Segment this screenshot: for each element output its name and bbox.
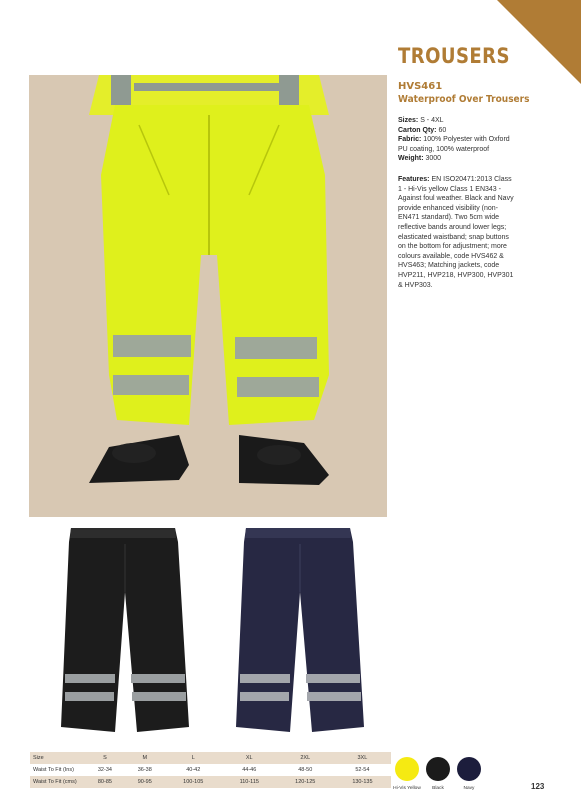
page-number: 123 xyxy=(531,782,545,791)
sizes-label: Sizes: xyxy=(398,117,419,124)
table-cell: 110-115 xyxy=(239,779,259,785)
table-cell: 130-135 xyxy=(352,779,373,785)
features-text: EN ISO20471:2013 Class 1 - Hi-Vis yellow Class 1 EN343 - Against foul weather. Black and Navy provide enhanced visibility (non-EN471 standard). Two 5cm wide reflective bands around lower legs; elasticated waistband; snap buttons on the bottom for adjustment; more colours available, code HVS462 & HVS463; Matching jackets, code HVP211, HVP218, HVP300, HVP301 & HVP303. xyxy=(398,175,514,289)
fabric-label: Fabric: xyxy=(398,136,422,144)
product-info xyxy=(398,80,530,290)
table-cell: 40-42 xyxy=(186,767,201,773)
row-label: Waist To Fit (cms) xyxy=(33,779,77,785)
swatch-label-hi-vis-yellow: Hi-Vis Yellow xyxy=(393,786,421,791)
size-header-label: Size xyxy=(33,755,44,761)
table-cell: 32-34 xyxy=(97,767,112,773)
swatch-hi-vis-yellow xyxy=(395,757,419,781)
size-header-m: M xyxy=(142,755,148,761)
fabric-value: 100% Polyester with Oxford PU coating, 100% waterproof xyxy=(398,136,510,153)
sizes-value: S - 4XL xyxy=(420,117,444,124)
size-header-xl: XL xyxy=(245,755,253,761)
swatch-label-black: Black xyxy=(432,786,444,791)
swatch-navy xyxy=(457,757,481,781)
carton-value: 60 xyxy=(438,126,447,134)
product-name: Waterproof Over Trousers xyxy=(398,94,530,105)
row-label: Waist To Fit (Ins) xyxy=(33,767,74,773)
size-table-header xyxy=(30,752,391,764)
size-header-l: L xyxy=(191,755,195,761)
table-row xyxy=(30,776,391,788)
hero-product-photo xyxy=(29,75,387,517)
table-cell: 90-95 xyxy=(137,779,152,785)
table-cell: 100-105 xyxy=(183,779,204,785)
size-header-2xl: 2XL xyxy=(300,755,311,761)
table-cell: 120-125 xyxy=(295,779,316,785)
section-title: TROUSERS xyxy=(398,44,510,68)
size-table xyxy=(30,752,391,788)
table-cell: 48-50 xyxy=(298,767,313,773)
table-row xyxy=(30,764,391,776)
product-specs xyxy=(398,116,516,164)
product-code: HVS461 xyxy=(398,81,443,92)
size-header-3xl: 3XL xyxy=(357,755,368,761)
swatch-label-navy: Navy xyxy=(463,786,475,791)
corner-triangle xyxy=(497,0,581,84)
table-cell: 44-46 xyxy=(242,767,257,773)
weight-value: 3000 xyxy=(425,155,442,163)
swatch-black xyxy=(426,757,450,781)
table-cell: 36-38 xyxy=(137,767,152,773)
carton-label: Carton Qty: xyxy=(398,126,437,134)
size-header-s: S xyxy=(103,755,107,761)
features-label: Features: xyxy=(398,175,430,183)
table-cell: 52-54 xyxy=(355,767,370,773)
black-trousers-photo xyxy=(53,522,196,737)
weight-label: Weight: xyxy=(398,155,424,163)
table-cell: 80-85 xyxy=(97,779,112,785)
product-features xyxy=(398,175,516,290)
navy-trousers-photo xyxy=(228,522,371,737)
